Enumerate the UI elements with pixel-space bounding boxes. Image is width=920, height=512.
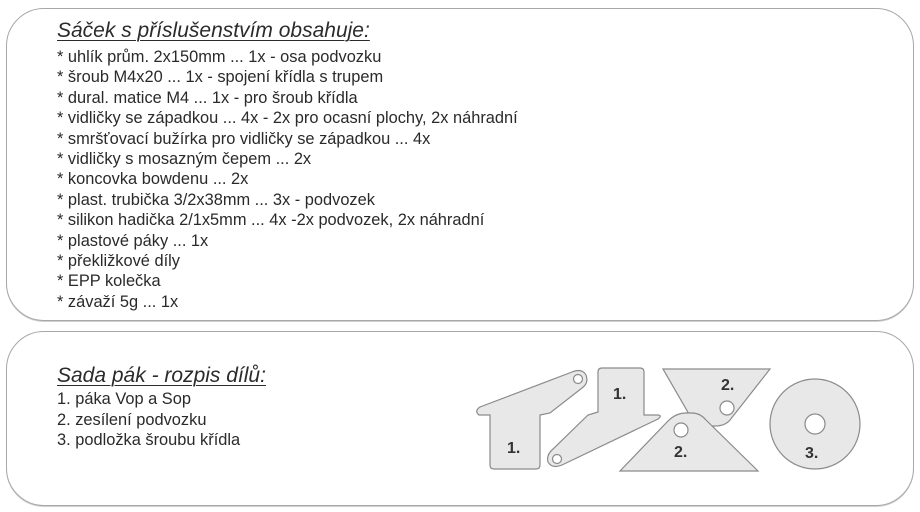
part-label: 1. bbox=[507, 440, 521, 457]
part-label: 2. bbox=[674, 444, 688, 461]
list-item: * šroub M4x20 ... 1x - spojení křídla s trupem bbox=[57, 68, 384, 87]
list-item: * EPP kolečka bbox=[57, 272, 161, 291]
list-item: * koncovka bowdenu ... 2x bbox=[57, 170, 249, 189]
accessories-title: Sáček s příslušenstvím obsahuje: bbox=[57, 19, 370, 42]
list-item: 1. páka Vop a Sop bbox=[57, 390, 191, 408]
accessories-list bbox=[57, 47, 518, 312]
parts-diagram bbox=[460, 355, 880, 480]
lever-set-list bbox=[57, 389, 240, 451]
list-item: * silikon hadička 2/1x5mm ... 4x -2x podvozek, 2x náhradní bbox=[57, 211, 485, 230]
list-item: * vidličky s mosazným čepem ... 2x bbox=[57, 150, 312, 169]
list-item: * překližkové díly bbox=[57, 252, 180, 271]
accessories-panel bbox=[6, 8, 914, 321]
part-label: 2. bbox=[721, 377, 735, 394]
list-item: * uhlík prům. 2x150mm ... 1x - osa podvozku bbox=[57, 48, 382, 66]
list-item: 2. zesílení podvozku bbox=[57, 410, 207, 429]
list-item: * vidličky se západkou ... 4x - 2x pro ocasní plochy, 2x náhradní bbox=[57, 109, 518, 128]
list-item: * dural. matice M4 ... 1x - pro šroub křídla bbox=[57, 88, 358, 107]
list-item: * smršťovací bužírka pro vidličky se západkou ... 4x bbox=[57, 129, 431, 148]
lever-set-title: Sada pák - rozpis dílů: bbox=[57, 364, 266, 387]
part-3-washer bbox=[770, 379, 860, 469]
list-item: 3. podložka šroubu křídla bbox=[57, 431, 241, 449]
list-item: * plastové páky ... 1x bbox=[57, 231, 209, 250]
list-item: * plast. trubička 3/2x38mm ... 3x - podvozek bbox=[57, 190, 375, 209]
list-item: * závaží 5g ... 1x bbox=[57, 292, 179, 311]
part-label: 1. bbox=[613, 386, 627, 403]
part-label: 3. bbox=[805, 445, 819, 462]
